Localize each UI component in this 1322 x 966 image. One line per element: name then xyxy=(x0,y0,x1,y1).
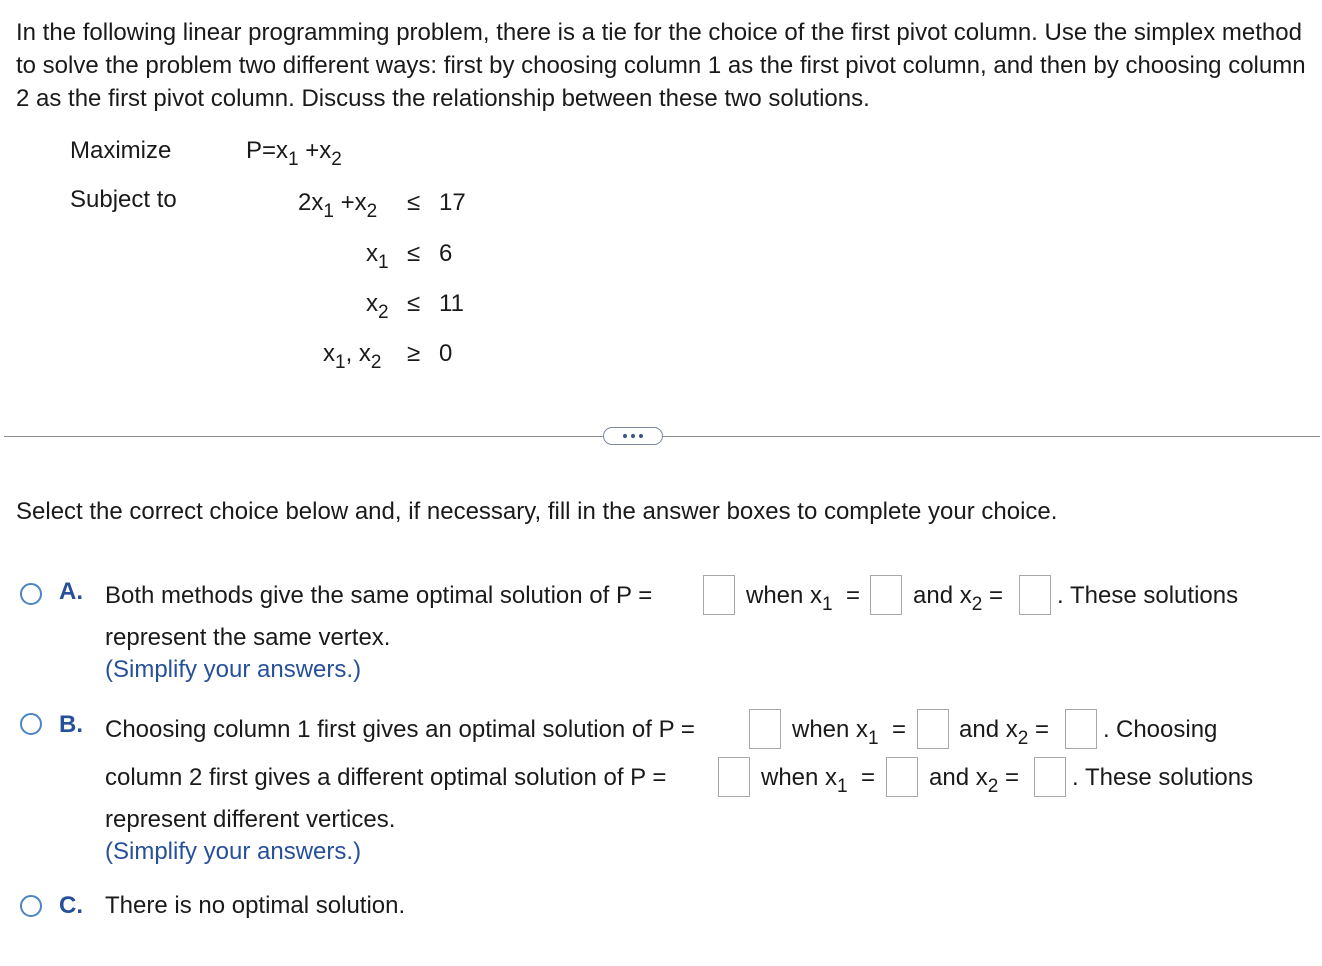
choice-a-and-x2: and $x_2$ = xyxy=(913,582,1003,615)
constraint-4-relation: ≥ xyxy=(407,340,421,367)
choice-b-and-x2-first: and $x_2$ = xyxy=(959,716,1049,749)
choice-b-letter: B. xyxy=(59,711,83,738)
choice-a-these-solutions: These solutions xyxy=(1070,582,1239,609)
choice-a-radio[interactable] xyxy=(20,583,42,605)
instruction-text: Select the correct choice below and, if necessary, fill in the answer boxes to complete your choice. xyxy=(16,498,1058,525)
constraint-2-relation: ≤ xyxy=(407,240,421,267)
choice-b-when-x1-first: when $x_1$ = xyxy=(792,716,906,749)
choice-c-radio[interactable] xyxy=(20,895,42,917)
choice-b-period-2: . xyxy=(1072,764,1079,791)
choice-b-hint: (Simplify your answers.) xyxy=(105,838,362,865)
nonnegativity-constraint: $x_1$, $x_2$ xyxy=(323,340,382,373)
choice-b-text-line2: column 2 first gives a different optimal solution of P = xyxy=(105,764,667,791)
choice-b-x2-second-input[interactable] xyxy=(1034,757,1066,797)
choice-a-x2-input[interactable] xyxy=(1019,575,1051,615)
constraint-1-rhs: 17 xyxy=(439,189,466,216)
choice-b-line3: represent different vertices. xyxy=(105,806,396,833)
dot-icon xyxy=(639,434,643,438)
choice-c-text: There is no optimal solution. xyxy=(105,892,406,919)
choice-a-p-input[interactable] xyxy=(703,575,735,615)
choice-b-period-1: . xyxy=(1103,716,1110,743)
choice-a-when-x1: when $x_1$ = xyxy=(746,582,860,615)
choice-b-when-x1-second: when $x_1$ = xyxy=(761,764,875,797)
constraint-1-relation: ≤ xyxy=(407,189,421,216)
choice-b-choosing: Choosing xyxy=(1116,716,1218,743)
choice-a-line2: represent the same vertex. xyxy=(105,624,391,651)
dot-icon xyxy=(631,434,635,438)
choice-a-period: . xyxy=(1057,582,1064,609)
choice-a-x1-input[interactable] xyxy=(870,575,902,615)
constraint-3: $x_2$ xyxy=(366,290,389,323)
objective-function: $P=x_1 +x_2$ xyxy=(246,137,342,170)
expand-more-button[interactable] xyxy=(603,427,663,445)
constraint-2-rhs: 6 xyxy=(439,240,453,267)
choice-c-letter: C. xyxy=(59,892,83,919)
choice-b-x1-second-input[interactable] xyxy=(886,757,918,797)
choice-a-letter: A. xyxy=(59,578,83,605)
constraint-2: $x_1$ xyxy=(366,240,389,273)
choice-b-x1-first-input[interactable] xyxy=(917,709,949,749)
constraint-3-rhs: 11 xyxy=(439,290,464,317)
choice-a-text: Both methods give the same optimal solution of P = xyxy=(105,582,653,609)
choice-b-radio[interactable] xyxy=(20,713,42,735)
choice-b-text-line1: Choosing column 1 first gives an optimal solution of P = xyxy=(105,716,695,743)
problem-statement: In the following linear programming problem, there is a tie for the choice of the first pivot column. Use the simplex method to solve the problem two different ways: first by choosing column 1 as the first pivot column, and then by choosing column 2 as the first pivot column. Discuss the relationship between these two solutions. xyxy=(16,19,1306,112)
subject-to-label: Subject to xyxy=(70,186,177,213)
constraint-1: $2x_1 +x_2$ xyxy=(298,189,378,222)
maximize-label: Maximize xyxy=(70,137,172,164)
choice-b-and-x2-second: and $x_2$ = xyxy=(929,764,1019,797)
choice-b-x2-first-input[interactable] xyxy=(1065,709,1097,749)
choice-b-p2-input[interactable] xyxy=(718,757,750,797)
constraint-3-relation: ≤ xyxy=(407,290,421,317)
constraint-4-rhs: 0 xyxy=(439,340,453,367)
choice-a-hint: (Simplify your answers.) xyxy=(105,656,362,683)
choice-b-p1-input[interactable] xyxy=(749,709,781,749)
dot-icon xyxy=(623,434,627,438)
choice-b-these-solutions: These solutions xyxy=(1085,764,1254,791)
